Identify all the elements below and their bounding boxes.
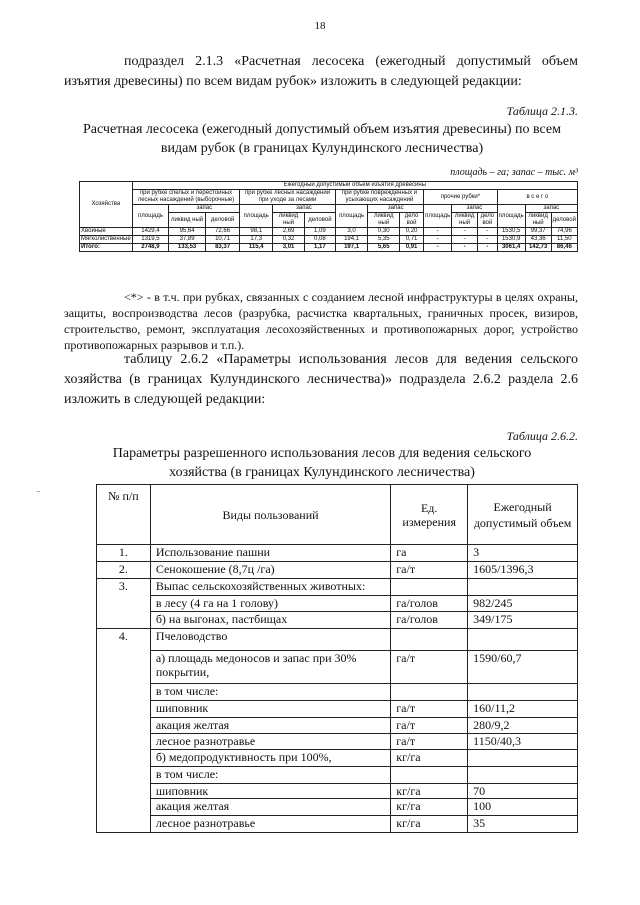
cell-kind: а) площадь медоносов и запас при 30% покрытии, — [150, 651, 390, 684]
cell-unit: га/т — [391, 651, 468, 684]
table-cell: 5,35 — [368, 236, 400, 244]
table-cell: 11,50 — [551, 236, 577, 244]
cell-unit: га/т — [391, 562, 468, 579]
table-cell: 2748,9 — [132, 244, 169, 252]
table-cell: 99,37 — [525, 228, 551, 236]
cell-volume — [468, 750, 578, 767]
page-number: 18 — [314, 20, 326, 32]
cell-kind: акация желтая — [150, 718, 390, 734]
cell-unit — [391, 767, 468, 784]
table-row — [97, 579, 578, 596]
table-cell: 0,08 — [304, 236, 335, 244]
cell-unit: га/голов — [391, 612, 468, 629]
table-cell: 98,1 — [240, 228, 273, 236]
table-cell: - — [424, 236, 452, 244]
col-allowed-header: Ежегодный допустимый объем изъятия древесины — [132, 182, 577, 190]
cell-kind: шиповник — [150, 784, 390, 799]
sub-area: площадь — [424, 205, 452, 228]
table-row — [97, 629, 578, 651]
table-cell: 115,4 — [240, 244, 273, 252]
header-unit: Ед. измерения — [391, 485, 468, 545]
table-row — [80, 244, 578, 252]
cell-volume: 1590/60,7 — [468, 651, 578, 684]
table-cell: 142,73 — [525, 244, 551, 252]
table-row — [97, 612, 578, 629]
cell-volume — [468, 629, 578, 651]
row-number: 2. — [97, 562, 151, 579]
header-num: № п/п — [97, 485, 151, 545]
cell-kind: лесное разнотравье — [150, 734, 390, 750]
table-cell: - — [478, 244, 498, 252]
table-cell: 0,30 — [368, 228, 400, 236]
cell-unit: кг/га — [391, 784, 468, 799]
group-header: прочие рубки* — [424, 190, 497, 205]
table-row — [80, 236, 578, 244]
table-row — [97, 750, 578, 767]
table-cell: 1530,9 — [497, 236, 525, 244]
row-label: Хвойные — [80, 228, 133, 236]
sub-stock: запас — [273, 205, 336, 213]
cell-unit — [391, 629, 468, 651]
group-header: при рубке спелых и перестойных лесных насаждений (выборочные) — [132, 190, 240, 205]
table-row — [97, 734, 578, 750]
cell-unit: кг/га — [391, 816, 468, 833]
table-cell: 37,89 — [169, 236, 206, 244]
cell-kind: б) на выгонах, пастбищах — [150, 612, 390, 629]
table-cell: 95,64 — [169, 228, 206, 236]
table-cell: 133,53 — [169, 244, 206, 252]
sub-liquid: ликвид ный — [169, 213, 206, 228]
sub-stock: запас — [368, 205, 424, 213]
table-cell: 43,36 — [525, 236, 551, 244]
second-paragraph: таблицу 2.6.2 «Параметры использования лесов для ведения сельского хозяйства (в границах Кулундинского лесничества)» подраздела 2.6.2 раздела 2.6 изложить в следующей редакции: — [64, 352, 578, 407]
table-cell: 1530,5 — [497, 228, 525, 236]
cell-kind: в том числе: — [150, 684, 390, 701]
intro-paragraph: подраздел 2.1.3 «Расчетная лесосека (ежегодный допустимый объем изъятия древесины) по всем видам рубок» изложить в следующей редакции: — [64, 54, 578, 89]
table-row — [97, 718, 578, 734]
cell-unit: кг/га — [391, 799, 468, 816]
table-row — [97, 799, 578, 816]
cell-volume: 35 — [468, 816, 578, 833]
table-cell: 86,46 — [551, 244, 577, 252]
cell-unit: га/т — [391, 718, 468, 734]
cell-volume: 70 — [468, 784, 578, 799]
cell-volume: 1605/1396,3 — [468, 562, 578, 579]
table-row — [97, 816, 578, 833]
table-cell: - — [452, 228, 478, 236]
table-cell: 17,3 — [240, 236, 273, 244]
table1-caption: Таблица 2.1.3. — [506, 104, 578, 118]
table-cell: 1,09 — [304, 228, 335, 236]
table1-title: Расчетная лесосека (ежегодный допустимый объем изъятия древесины) по всем видам рубок (в границах Кулундинского лесничества) — [82, 122, 562, 156]
cell-kind: б) медопродуктивность при 100%, — [150, 750, 390, 767]
table-cell: - — [424, 228, 452, 236]
sub-liquid: ликвид ный — [273, 213, 305, 228]
table-row — [97, 767, 578, 784]
table1-units: площадь – га; запас – тыс. м³ — [450, 167, 578, 178]
cell-kind: Сенокошение (8,7ц /га) — [150, 562, 390, 579]
cell-kind: шиповник — [150, 701, 390, 718]
cell-volume — [468, 767, 578, 784]
sub-business: деловой — [551, 213, 577, 228]
header-volume: Ежегодный допустимый объем — [468, 485, 578, 545]
table-cell: 83,37 — [205, 244, 239, 252]
table-cell: - — [424, 244, 452, 252]
sub-business: деловой — [304, 213, 335, 228]
group-header: при рубке поврежденных и усыхающих насаждений — [335, 190, 423, 205]
table-cell: 0,32 — [273, 236, 305, 244]
table-cell: 3,0 — [335, 228, 368, 236]
table-row — [97, 596, 578, 612]
table-cell: 1429,4 — [132, 228, 169, 236]
cell-volume — [468, 684, 578, 701]
cell-volume: 1150/40,3 — [468, 734, 578, 750]
cell-unit: га — [391, 545, 468, 562]
table-row — [97, 784, 578, 799]
sub-stock: запас — [169, 205, 240, 213]
table-row — [97, 562, 578, 579]
row-number: 4. — [97, 629, 151, 833]
sub-area: площадь — [240, 205, 273, 228]
row-number: 3. — [97, 579, 151, 629]
table-cell: 5,65 — [368, 244, 400, 252]
cell-kind: в том числе: — [150, 767, 390, 784]
cell-kind: акация желтая — [150, 799, 390, 816]
table-cell: 74,96 — [551, 228, 577, 236]
group-header: в с е г о — [497, 190, 577, 205]
sub-business: дело вой — [400, 213, 424, 228]
cell-kind: Использование пашни — [150, 545, 390, 562]
agri-use-table — [96, 484, 578, 833]
table-row — [97, 701, 578, 718]
cell-unit: кг/га — [391, 750, 468, 767]
cell-volume: 349/175 — [468, 612, 578, 629]
header-kind: Виды пользований — [150, 485, 390, 545]
table-cell: 1,17 — [304, 244, 335, 252]
table-cell: 194,1 — [335, 236, 368, 244]
sub-liquid: ликвид ный — [525, 213, 551, 228]
margin-mark: ⁻ — [36, 488, 41, 498]
table-cell: 1319,5 — [132, 236, 169, 244]
table-cell: 10,71 — [205, 236, 239, 244]
cell-unit: га/голов — [391, 596, 468, 612]
sub-area: площадь — [132, 205, 169, 228]
cell-volume: 982/245 — [468, 596, 578, 612]
cell-kind: в лесу (4 га на 1 голову) — [150, 596, 390, 612]
col-farm-header: Хозяйства — [80, 182, 133, 228]
table-cell: 0,91 — [400, 244, 424, 252]
table2-caption: Таблица 2.6.2. — [506, 429, 578, 443]
sub-area: площадь — [335, 205, 368, 228]
sub-liquid: ликвид ный — [452, 213, 478, 228]
table-cell: 0,20 — [400, 228, 424, 236]
table-cell: - — [478, 236, 498, 244]
table-cell: - — [452, 236, 478, 244]
cell-volume: 3 — [468, 545, 578, 562]
group-header: при рубке лесных насаждений при уходе за лесами — [240, 190, 335, 205]
table-row — [97, 651, 578, 684]
table-cell: 3061,4 — [497, 244, 525, 252]
cell-unit — [391, 579, 468, 596]
table-row — [97, 545, 578, 562]
sub-business: деловой — [205, 213, 239, 228]
sub-stock: запас — [525, 205, 577, 213]
cell-kind: лесное разнотравье — [150, 816, 390, 833]
table1-note: <*> - в т.ч. при рубках, связанных с созданием лесной инфраструктуры в целях охраны, защиты, воспроизводства лесов (разрубка, расчистка квартальных, граничных просек, визиров, строительство, ремонт, эксплуатация лесохозяйственных и противопожарных дорог, устройство противопожарных разрывов и т.п.). — [64, 290, 578, 352]
cell-unit — [391, 684, 468, 701]
table-cell: 197,1 — [335, 244, 368, 252]
row-label: Мягколиственные — [81, 236, 131, 242]
table-cell: 2,69 — [273, 228, 305, 236]
sub-liquid: ликвид ный — [368, 213, 400, 228]
sub-area: площадь — [497, 205, 525, 228]
cell-volume: 100 — [468, 799, 578, 816]
cell-volume: 280/9,2 — [468, 718, 578, 734]
table-cell: 0,71 — [400, 236, 424, 244]
cut-volume-table — [79, 181, 578, 252]
table-cell: - — [452, 244, 478, 252]
cell-kind: Пчеловодство — [150, 629, 390, 651]
cell-kind: Выпас сельскохозяйственных животных: — [150, 579, 390, 596]
table-cell: 72,66 — [205, 228, 239, 236]
table-cell: - — [478, 228, 498, 236]
row-number: 1. — [97, 545, 151, 562]
cell-volume — [468, 579, 578, 596]
cell-unit: га/т — [391, 701, 468, 718]
cell-volume: 160/11,2 — [468, 701, 578, 718]
table-row — [97, 684, 578, 701]
row-label: Итого: — [80, 244, 133, 252]
table-cell: 3,01 — [273, 244, 305, 252]
sub-stock: запас — [452, 205, 497, 213]
table2-title: Параметры разрешенного использования лесов для ведения сельского хозяйства (в границах Кулундинского лесничества) — [112, 446, 532, 480]
cell-unit: га/т — [391, 734, 468, 750]
sub-business: дело вой — [478, 213, 498, 228]
table-row — [80, 228, 578, 236]
